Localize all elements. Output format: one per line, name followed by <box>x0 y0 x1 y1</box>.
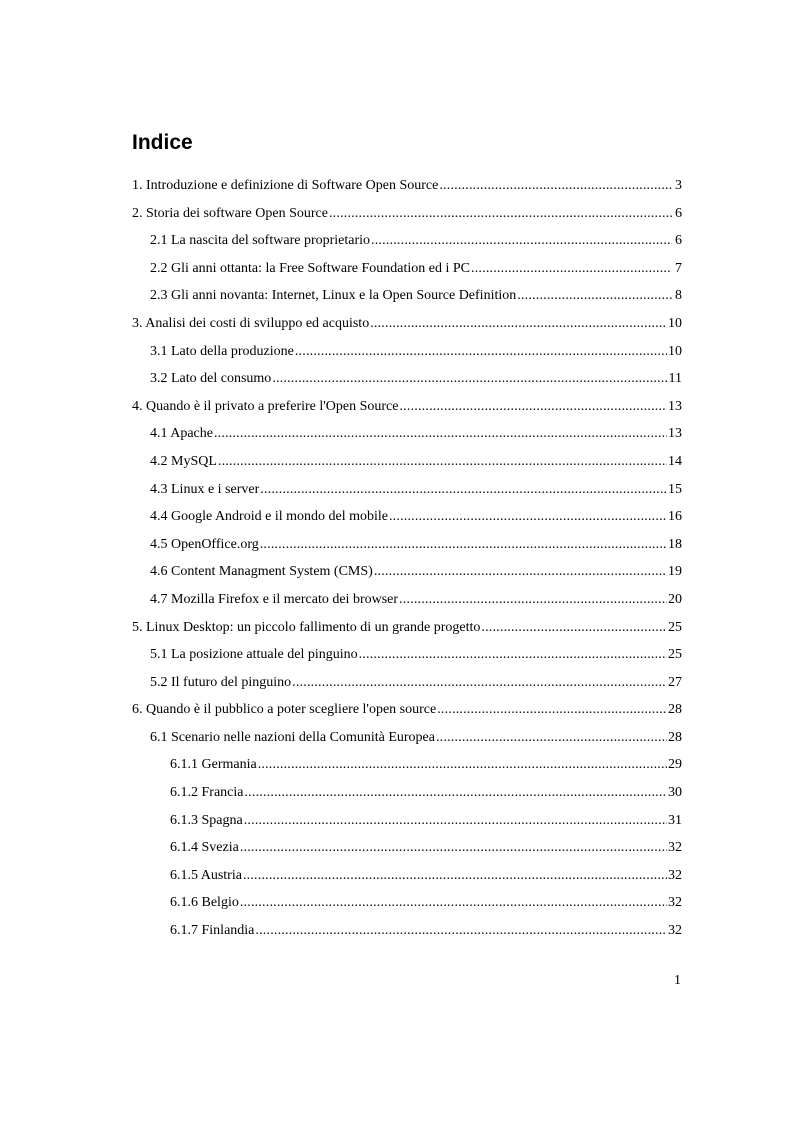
dot-leader <box>243 862 667 890</box>
toc-entry-label: 4.4 Google Android e il mondo del mobile <box>150 509 388 525</box>
toc-entry-label: 2.1 La nascita del software proprietario <box>150 233 371 249</box>
toc-entry[interactable] <box>132 586 682 614</box>
dot-leader <box>272 365 667 393</box>
toc-entry-label: 6.1.4 Svezia <box>170 840 239 856</box>
toc-entry[interactable] <box>132 724 682 752</box>
dot-leader <box>517 282 672 310</box>
toc-entry-label: 4.5 OpenOffice.org <box>150 536 259 552</box>
dot-leader <box>439 172 672 200</box>
toc-entry-page: 18 <box>668 536 682 552</box>
dot-leader <box>240 834 667 862</box>
toc-entry-label: 5.1 La posizione attuale del pinguino <box>150 647 358 663</box>
toc-entry-page: 6 <box>675 233 682 249</box>
toc-entry-page: 7 <box>675 260 682 276</box>
toc-entry-page: 25 <box>668 647 682 663</box>
toc-entry[interactable] <box>132 420 682 448</box>
page-number: 1 <box>674 973 681 988</box>
toc-entry-label: 4.3 Linux e i server <box>150 481 260 497</box>
toc-heading: Indice <box>132 131 193 154</box>
toc-entry-label: 3.2 Lato del consumo <box>150 371 272 387</box>
toc-entry-page: 13 <box>668 426 682 442</box>
toc-entry-page: 28 <box>668 702 682 718</box>
toc-entry[interactable] <box>132 558 682 586</box>
toc-entry-label: 5.2 Il futuro del pinguino <box>150 674 292 690</box>
dot-leader <box>244 779 667 807</box>
toc-entry-label: 6. Quando è il pubblico a poter scegliere l'open source <box>132 702 437 718</box>
toc-entry[interactable] <box>132 476 682 504</box>
toc-entry-label: 6.1.3 Spagna <box>170 812 243 828</box>
toc-entry-page: 25 <box>668 619 682 635</box>
toc-entry[interactable] <box>132 889 682 917</box>
toc-entry-label: 3. Analisi dei costi di sviluppo ed acquisto <box>132 315 370 331</box>
toc-entry[interactable] <box>132 255 682 283</box>
toc-entry-label: 4. Quando è il privato a preferire l'Open Source <box>132 398 399 414</box>
dot-leader <box>437 696 667 724</box>
dot-leader <box>218 448 667 476</box>
toc-entry-label: 4.2 MySQL <box>150 453 217 469</box>
toc-entry-page: 31 <box>668 812 682 828</box>
toc-entry-page: 29 <box>668 757 682 773</box>
toc-entry[interactable] <box>132 172 682 200</box>
toc-entry-label: 6.1.2 Francia <box>170 785 244 801</box>
toc-entry-label: 2.3 Gli anni novanta: Internet, Linux e la Open Source Definition <box>150 288 517 304</box>
toc-entry-page: 32 <box>668 867 682 883</box>
toc-entry[interactable] <box>132 503 682 531</box>
toc-list <box>132 172 682 945</box>
toc-entry-page: 6 <box>675 205 682 221</box>
toc-entry-label: 6.1 Scenario nelle nazioni della Comunità Europea <box>150 729 435 745</box>
toc-entry-page: 30 <box>668 785 682 801</box>
dot-leader <box>399 393 667 421</box>
dot-leader <box>258 751 667 779</box>
dot-leader <box>329 200 672 228</box>
dot-leader <box>214 420 667 448</box>
toc-entry[interactable] <box>132 227 682 255</box>
dot-leader <box>295 338 667 366</box>
dot-leader <box>260 531 667 559</box>
toc-entry[interactable] <box>132 696 682 724</box>
toc-entry[interactable] <box>132 614 682 642</box>
toc-entry[interactable] <box>132 834 682 862</box>
toc-entry-label: 4.1 Apache <box>150 426 213 442</box>
toc-entry[interactable] <box>132 393 682 421</box>
toc-entry[interactable] <box>132 641 682 669</box>
toc-entry[interactable] <box>132 282 682 310</box>
toc-entry-page: 15 <box>668 481 682 497</box>
dot-leader <box>436 724 667 752</box>
toc-entry-page: 14 <box>668 453 682 469</box>
toc-entry-page: 32 <box>668 895 682 911</box>
toc-entry-label: 2.2 Gli anni ottanta: la Free Software Foundation ed i PC <box>150 260 471 276</box>
toc-entry-label: 3.1 Lato della produzione <box>150 343 294 359</box>
toc-entry-page: 8 <box>675 288 682 304</box>
dot-leader <box>481 614 667 642</box>
toc-entry-label: 4.7 Mozilla Firefox e il mercato dei browser <box>150 591 399 607</box>
toc-entry[interactable] <box>132 862 682 890</box>
toc-entry[interactable] <box>132 531 682 559</box>
dot-leader <box>389 503 667 531</box>
toc-entry-label: 6.1.7 Finlandia <box>170 923 255 939</box>
toc-entry-label: 4.6 Content Managment System (CMS) <box>150 564 373 580</box>
dot-leader <box>371 227 672 255</box>
toc-entry-page: 10 <box>668 343 682 359</box>
toc-entry-label: 1. Introduzione e definizione di Software Open Source <box>132 178 439 193</box>
toc-entry-label: 6.1.6 Belgio <box>170 895 239 911</box>
toc-entry-page: 13 <box>668 398 682 414</box>
toc-entry[interactable] <box>132 200 682 228</box>
toc-entry[interactable] <box>132 751 682 779</box>
dot-leader <box>292 669 667 697</box>
toc-entry-label: 6.1.5 Austria <box>170 867 242 883</box>
toc-entry[interactable] <box>132 779 682 807</box>
toc-entry[interactable] <box>132 338 682 366</box>
toc-entry-page: 32 <box>668 923 682 939</box>
toc-entry-page: 16 <box>668 509 682 525</box>
toc-entry-page: 3 <box>675 178 682 193</box>
toc-entry-page: 27 <box>668 674 682 690</box>
toc-entry-page: 20 <box>668 591 682 607</box>
dot-leader <box>374 558 667 586</box>
toc-entry-page: 11 <box>668 371 682 387</box>
dot-leader <box>240 889 667 917</box>
dot-leader <box>399 586 667 614</box>
toc-entry[interactable] <box>132 917 682 945</box>
toc-entry-page: 32 <box>668 840 682 856</box>
toc-entry-page: 28 <box>668 729 682 745</box>
dot-leader <box>471 255 672 283</box>
dot-leader <box>359 641 667 669</box>
dot-leader <box>244 807 667 835</box>
toc-entry[interactable] <box>132 365 682 393</box>
toc-entry-page: 10 <box>668 315 682 331</box>
toc-entry[interactable] <box>132 807 682 835</box>
toc-entry[interactable] <box>132 669 682 697</box>
toc-entry-label: 6.1.1 Germania <box>170 757 257 773</box>
toc-entry[interactable] <box>132 310 682 338</box>
toc-entry[interactable] <box>132 448 682 476</box>
dot-leader <box>255 917 667 945</box>
toc-entry-page: 19 <box>668 564 682 580</box>
dot-leader <box>370 310 667 338</box>
dot-leader <box>260 476 667 504</box>
toc-entry-label: 2. Storia dei software Open Source <box>132 205 328 221</box>
toc-entry-label: 5. Linux Desktop: un piccolo fallimento di un grande progetto <box>132 619 481 635</box>
